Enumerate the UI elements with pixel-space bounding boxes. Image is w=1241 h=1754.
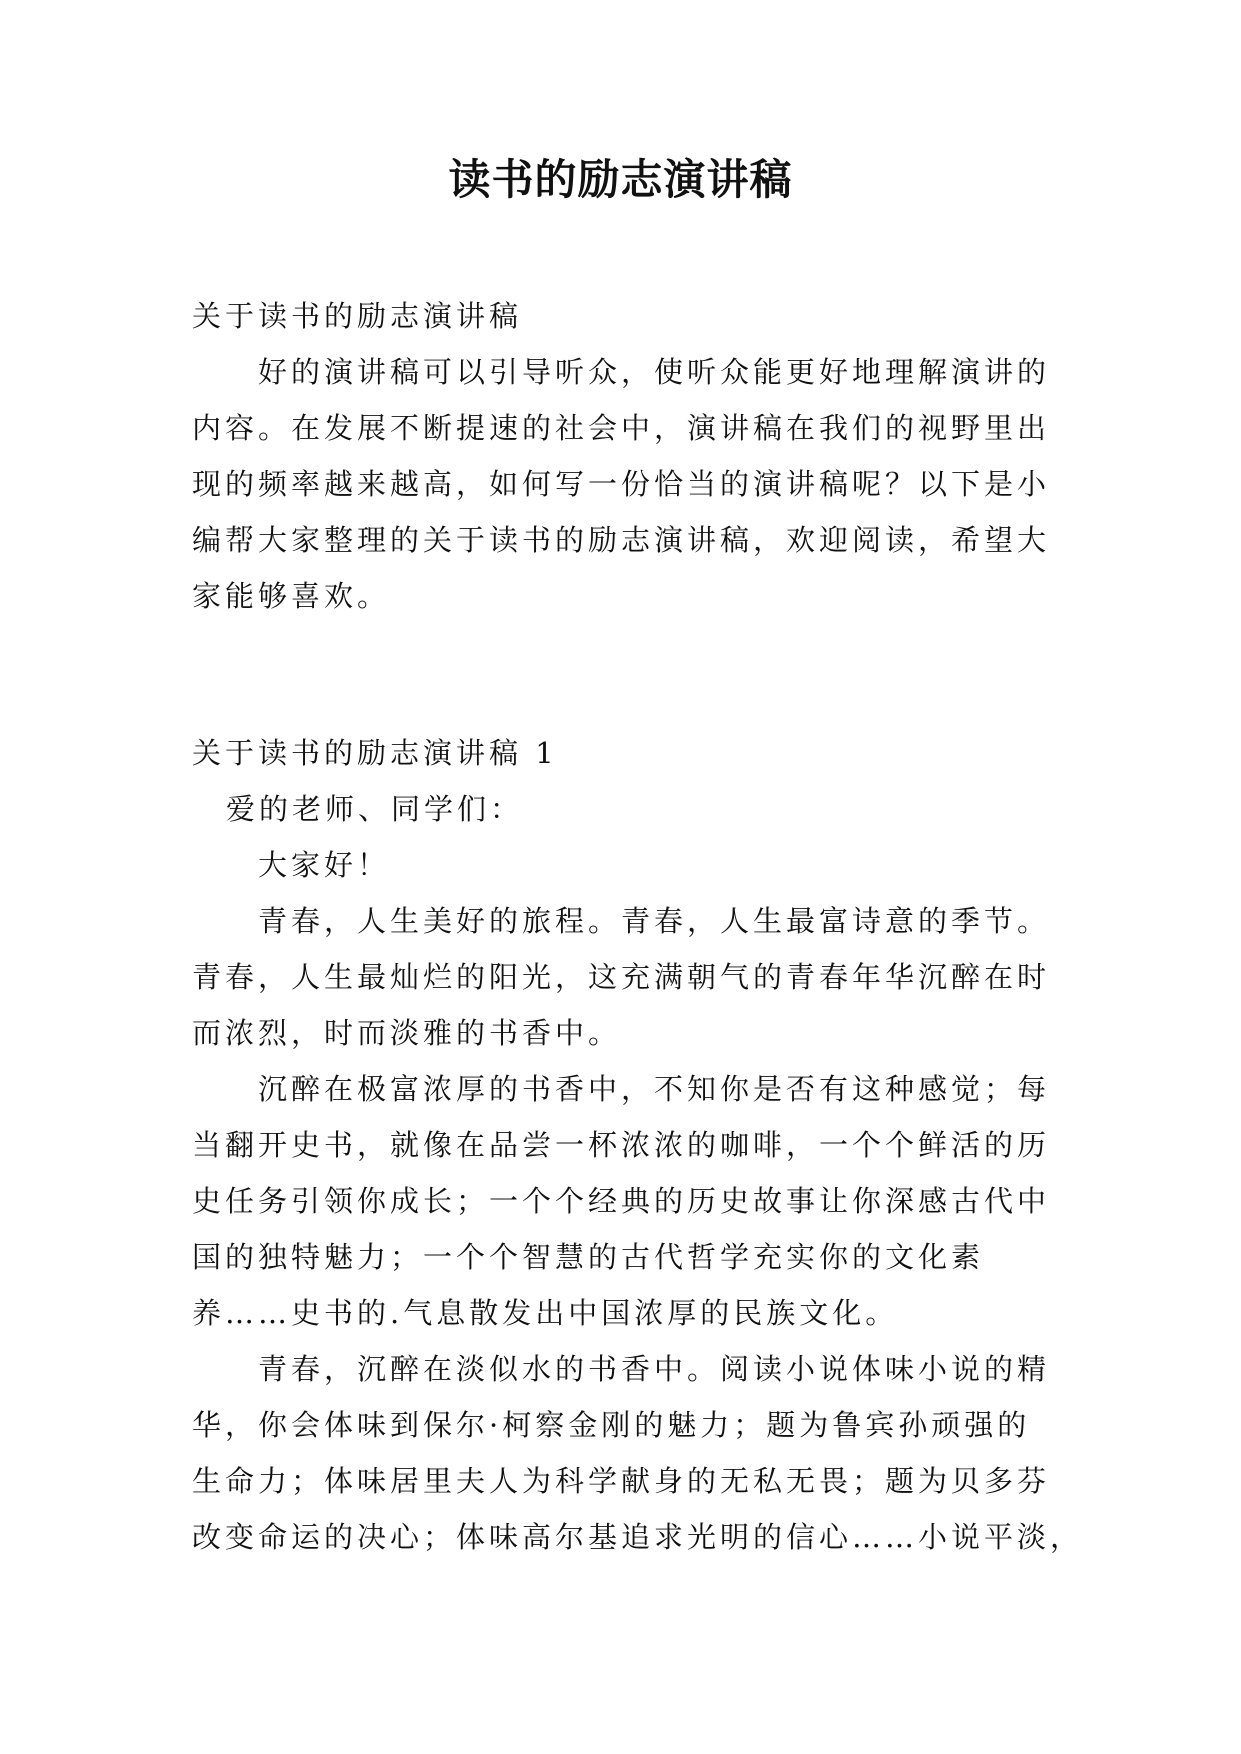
paragraph-line: 史任务引领你成长；一个个经典的历史故事让你深感古代中 (192, 1184, 1051, 1218)
paragraph-line: 当翻开史书，就像在品尝一杯浓浓的咖啡，一个个鲜活的历 (192, 1128, 1051, 1162)
paragraph-line: 青春，人生美好的旅程。青春，人生最富诗意的季节。 (258, 904, 1051, 938)
paragraph-line: 青春，人生最灿烂的阳光，这充满朝气的青春年华沉醉在时 (192, 960, 1051, 994)
intro-line: 家能够喜欢。 (192, 579, 391, 613)
paragraph-line: 沉醉在极富浓厚的书香中，不知你是否有这种感觉；每 (258, 1072, 1051, 1106)
intro-heading: 关于读书的励志演讲稿 (192, 299, 523, 333)
document-body (192, 288, 1084, 1565)
paragraph-line: 国的独特魅力；一个个智慧的古代哲学充实你的文化素 (192, 1240, 985, 1274)
salutation: 爱的老师、同学们： (226, 792, 524, 826)
intro-line: 现的频率越来越高，如何写一份恰当的演讲稿呢？以下是小 (192, 467, 1051, 501)
paragraph-line: 养……史书的.气息散发出中国浓厚的民族文化。 (192, 1296, 899, 1330)
paragraph-line: 而浓烈，时而淡雅的书香中。 (192, 1016, 622, 1050)
section-spacer (192, 624, 1072, 725)
greeting: 大家好！ (258, 848, 391, 882)
paragraph-line: 青春，沉醉在淡似水的书香中。阅读小说体味小说的精 (258, 1352, 1051, 1386)
paragraph-line: 华，你会体味到保尔·柯察金刚的魅力；题为鲁宾孙顽强的 (192, 1408, 1031, 1442)
intro-line: 编帮大家整理的关于读书的励志演讲稿，欢迎阅读，希望大 (192, 523, 1051, 557)
document-title: 读书的励志演讲稿 (448, 155, 793, 204)
intro-line: 好的演讲稿可以引导听众，使听众能更好地理解演讲的 (258, 355, 1051, 389)
section-heading: 关于读书的励志演讲稿 1 (192, 736, 558, 770)
paragraph-line: 生命力；体味居里夫人为科学献身的无私无畏；题为贝多芬 (192, 1464, 1051, 1498)
paragraph-line: 改变命运的决心；体味高尔基追求光明的信心……小说平淡， (192, 1520, 1084, 1554)
intro-line: 内容。在发展不断提速的社会中，演讲稿在我们的视野里出 (192, 411, 1051, 445)
